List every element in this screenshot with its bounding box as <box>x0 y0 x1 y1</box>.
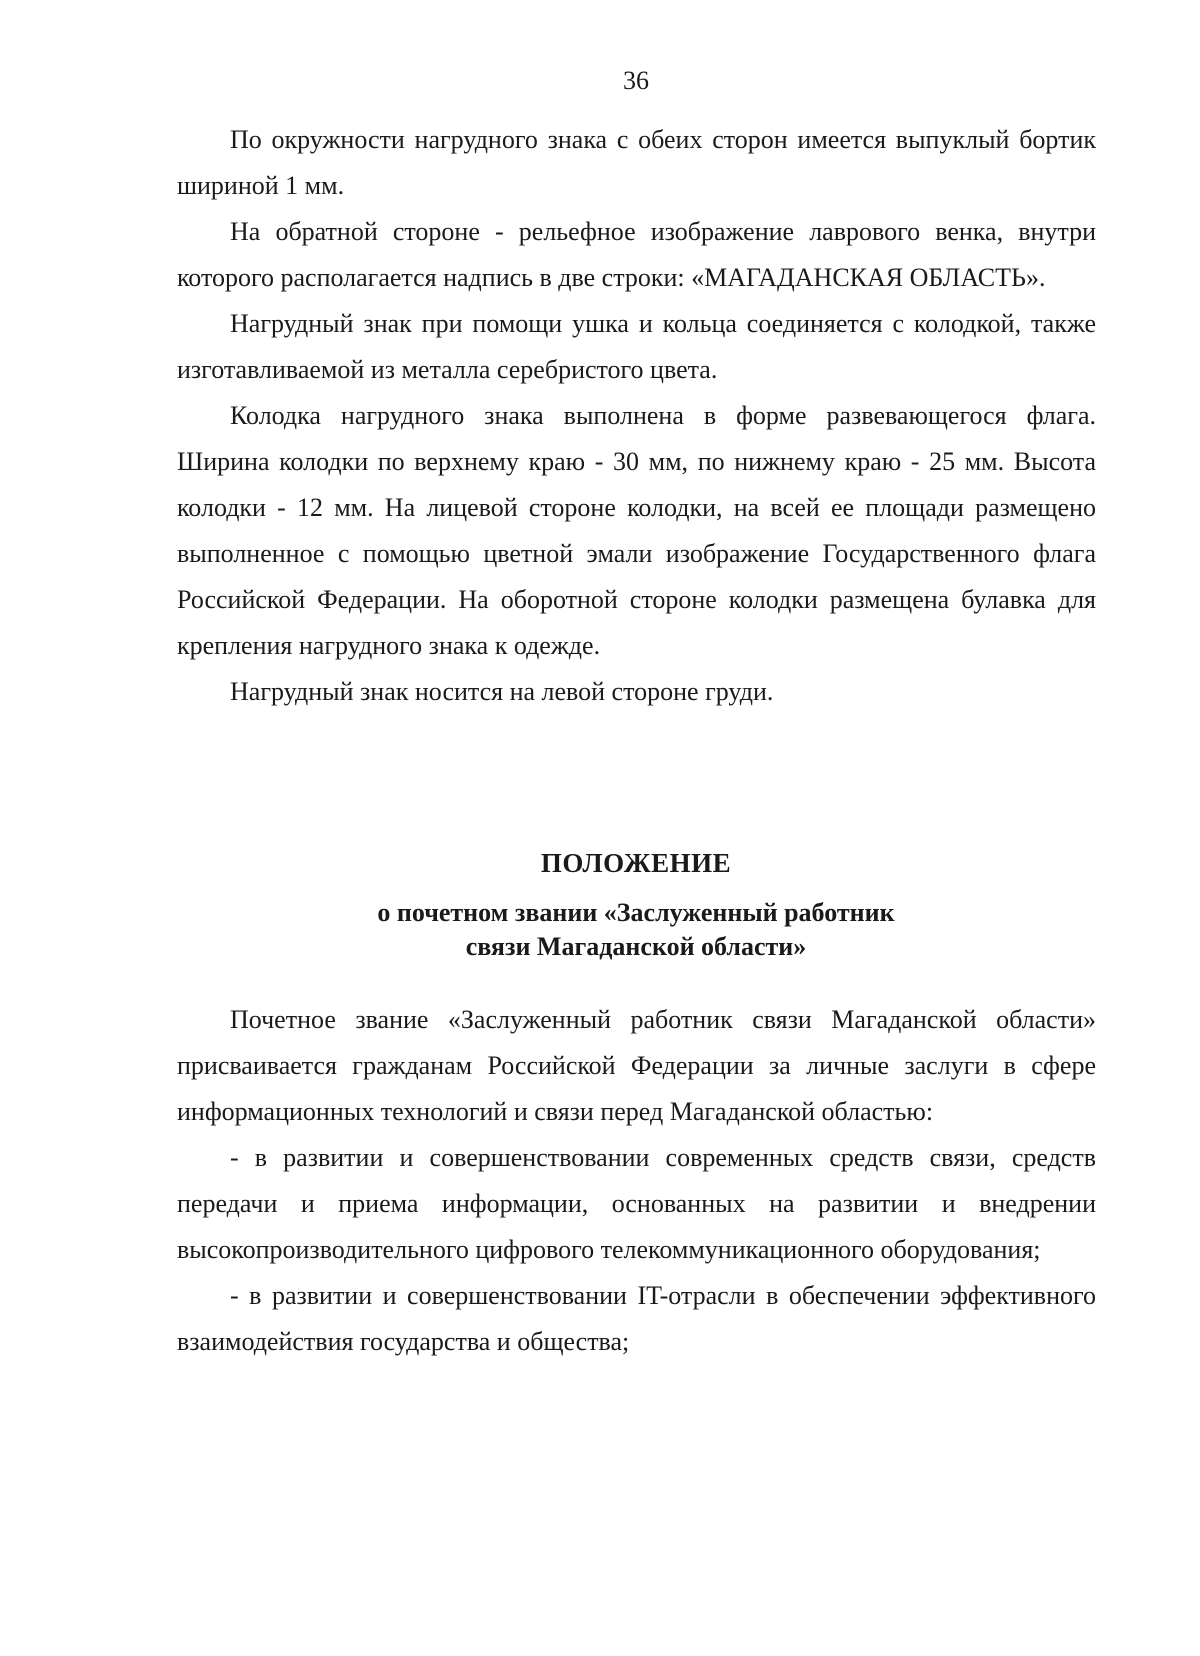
section-heading: ПОЛОЖЕНИЕ <box>540 848 732 878</box>
paragraph: Колодка нагрудного знака выполнена в форме развевающегося флага. Ширина колодки по верхнему краю - 30 мм, по нижнему краю - 25 мм. Высота колодки - 12 мм. На лицевой стороне колодки, на всей ее площади размещено выполненное с помощью цветной эмали изображение Государственного флага Российской Федерации. На оборотной стороне колодки размещена булавка для крепления нагрудного знака к одежде. <box>177 401 1096 660</box>
section-subheading <box>0 896 1200 964</box>
paragraph: Почетное звание «Заслуженный работник связи Магаданской области» присваивается гражданам Российской Федерации за личные заслуги в сфере информационных технологий и связи перед Магаданской областью: <box>177 1005 1096 1126</box>
subheading-line: связи Магаданской области» <box>465 932 807 961</box>
paragraph: На обратной стороне - рельефное изображение лаврового венка, внутри которого располагается надпись в две строки: «МАГАДАНСКАЯ ОБЛАСТЬ». <box>177 217 1096 292</box>
paragraph: Нагрудный знак носится на левой стороне груди. <box>230 677 774 706</box>
list-item: - в развитии и совершенствовании IT-отрасли в обеспечении эффективного взаимодействия государства и общества; <box>177 1281 1096 1356</box>
page-number: 36 <box>623 66 649 95</box>
paragraph: По окружности нагрудного знака с обеих сторон имеется выпуклый бортик шириной 1 мм. <box>177 125 1096 200</box>
paragraph: Нагрудный знак при помощи ушка и кольца соединяется с колодкой, также изготавливаемой из металла серебристого цвета. <box>177 309 1096 384</box>
body-section-top <box>177 117 1096 715</box>
subheading-line: о почетном звании «Заслуженный работник <box>377 898 895 927</box>
body-section-bottom <box>177 997 1096 1365</box>
list-item: - в развитии и совершенствовании современных средств связи, средств передачи и приема информации, основанных на развитии и внедрении высокопроизводительного цифрового телекоммуникационного оборудования; <box>177 1143 1096 1264</box>
